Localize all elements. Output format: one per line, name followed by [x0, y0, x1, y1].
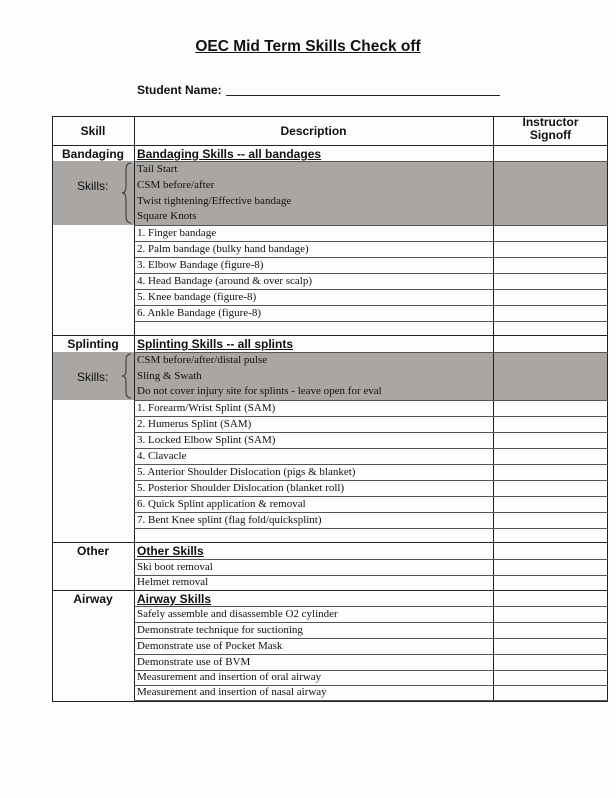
category-other: Other	[76, 544, 109, 558]
document-title: OEC Mid Term Skills Check off	[195, 38, 421, 55]
splinting-item: 3. Locked Elbow Splint (SAM)	[137, 434, 276, 446]
airway-section-title: Airway Skills	[137, 592, 212, 606]
skills-table	[52, 116, 608, 702]
header-divider	[52, 145, 608, 146]
airway-item: Measurement and insertion of nasal airway	[137, 686, 327, 698]
header-signoff-line2: Signoff	[529, 128, 572, 142]
column-divider-signoff	[493, 116, 494, 702]
section-divider	[52, 590, 608, 591]
airway-item: Demonstrate use of BVM	[137, 656, 251, 668]
splinting-shaded-item: Sling & Swath	[137, 370, 202, 382]
section-divider	[52, 335, 608, 336]
bandaging-item: 4. Head Bandage (around & over scalp)	[137, 275, 313, 287]
bandaging-item: 5. Knee bandage (figure-8)	[137, 291, 257, 303]
splinting-item: 1. Forearm/Wrist Splint (SAM)	[137, 402, 276, 414]
other-section-title: Other Skills	[137, 544, 204, 558]
other-item: Helmet removal	[137, 576, 209, 588]
splinting-shaded-item: Do not cover injury site for splints - leave open for eval	[137, 385, 382, 397]
category-airway: Airway	[73, 592, 113, 606]
bandaging-section-title: Bandaging Skills -- all bandages	[137, 147, 322, 161]
splinting-skills-label: Skills:	[77, 370, 109, 384]
airway-item: Safely assemble and disassemble O2 cylinder	[137, 608, 338, 620]
bandaging-shaded-item: Twist tightening/Effective bandage	[137, 195, 292, 207]
brace-icon	[122, 162, 132, 224]
header-skill: Skill	[80, 124, 106, 138]
splinting-item: 4. Clavacle	[137, 450, 187, 462]
splinting-item: 7. Bent Knee splint (flag fold/quicksplint)	[137, 514, 322, 526]
bandaging-item: 6. Ankle Bandage (figure-8)	[137, 307, 262, 319]
airway-item: Measurement and insertion of oral airway	[137, 671, 322, 683]
airway-item: Demonstrate technique for suctioning	[137, 624, 303, 636]
student-name-field[interactable]	[226, 95, 500, 96]
other-item: Ski boot removal	[137, 561, 213, 573]
bandaging-shaded-item: CSM before/after	[137, 179, 215, 191]
bandaging-shaded-item: Tail Start	[137, 163, 178, 175]
category-bandaging: Bandaging	[62, 147, 124, 161]
splinting-item: 5. Posterior Shoulder Dislocation (blanket roll)	[137, 482, 345, 494]
bandaging-shaded-item: Square Knots	[137, 210, 197, 222]
section-divider	[52, 542, 608, 543]
column-divider-skill	[134, 116, 135, 702]
bandaging-item: 1. Finger bandage	[137, 227, 217, 239]
splinting-item: 6. Quick Splint application & removal	[137, 498, 306, 510]
bandaging-item: 2. Palm bandage (bulky hand bandage)	[137, 243, 309, 255]
splinting-item: 2. Humerus Splint (SAM)	[137, 418, 252, 430]
brace-icon	[122, 353, 132, 399]
category-splinting: Splinting	[67, 337, 119, 351]
splinting-section-title: Splinting Skills -- all splints	[137, 337, 294, 351]
splinting-item: 5. Anterior Shoulder Dislocation (pigs & blanket)	[137, 466, 356, 478]
header-signoff-line1: Instructor	[522, 115, 579, 129]
header-description: Description	[280, 124, 347, 138]
airway-item: Demonstrate use of Pocket Mask	[137, 640, 283, 652]
bandaging-item: 3. Elbow Bandage (figure-8)	[137, 259, 264, 271]
bandaging-skills-label: Skills:	[77, 179, 109, 193]
splinting-shaded-item: CSM before/after/distal pulse	[137, 354, 268, 366]
student-name-label: Student Name:	[137, 83, 222, 97]
